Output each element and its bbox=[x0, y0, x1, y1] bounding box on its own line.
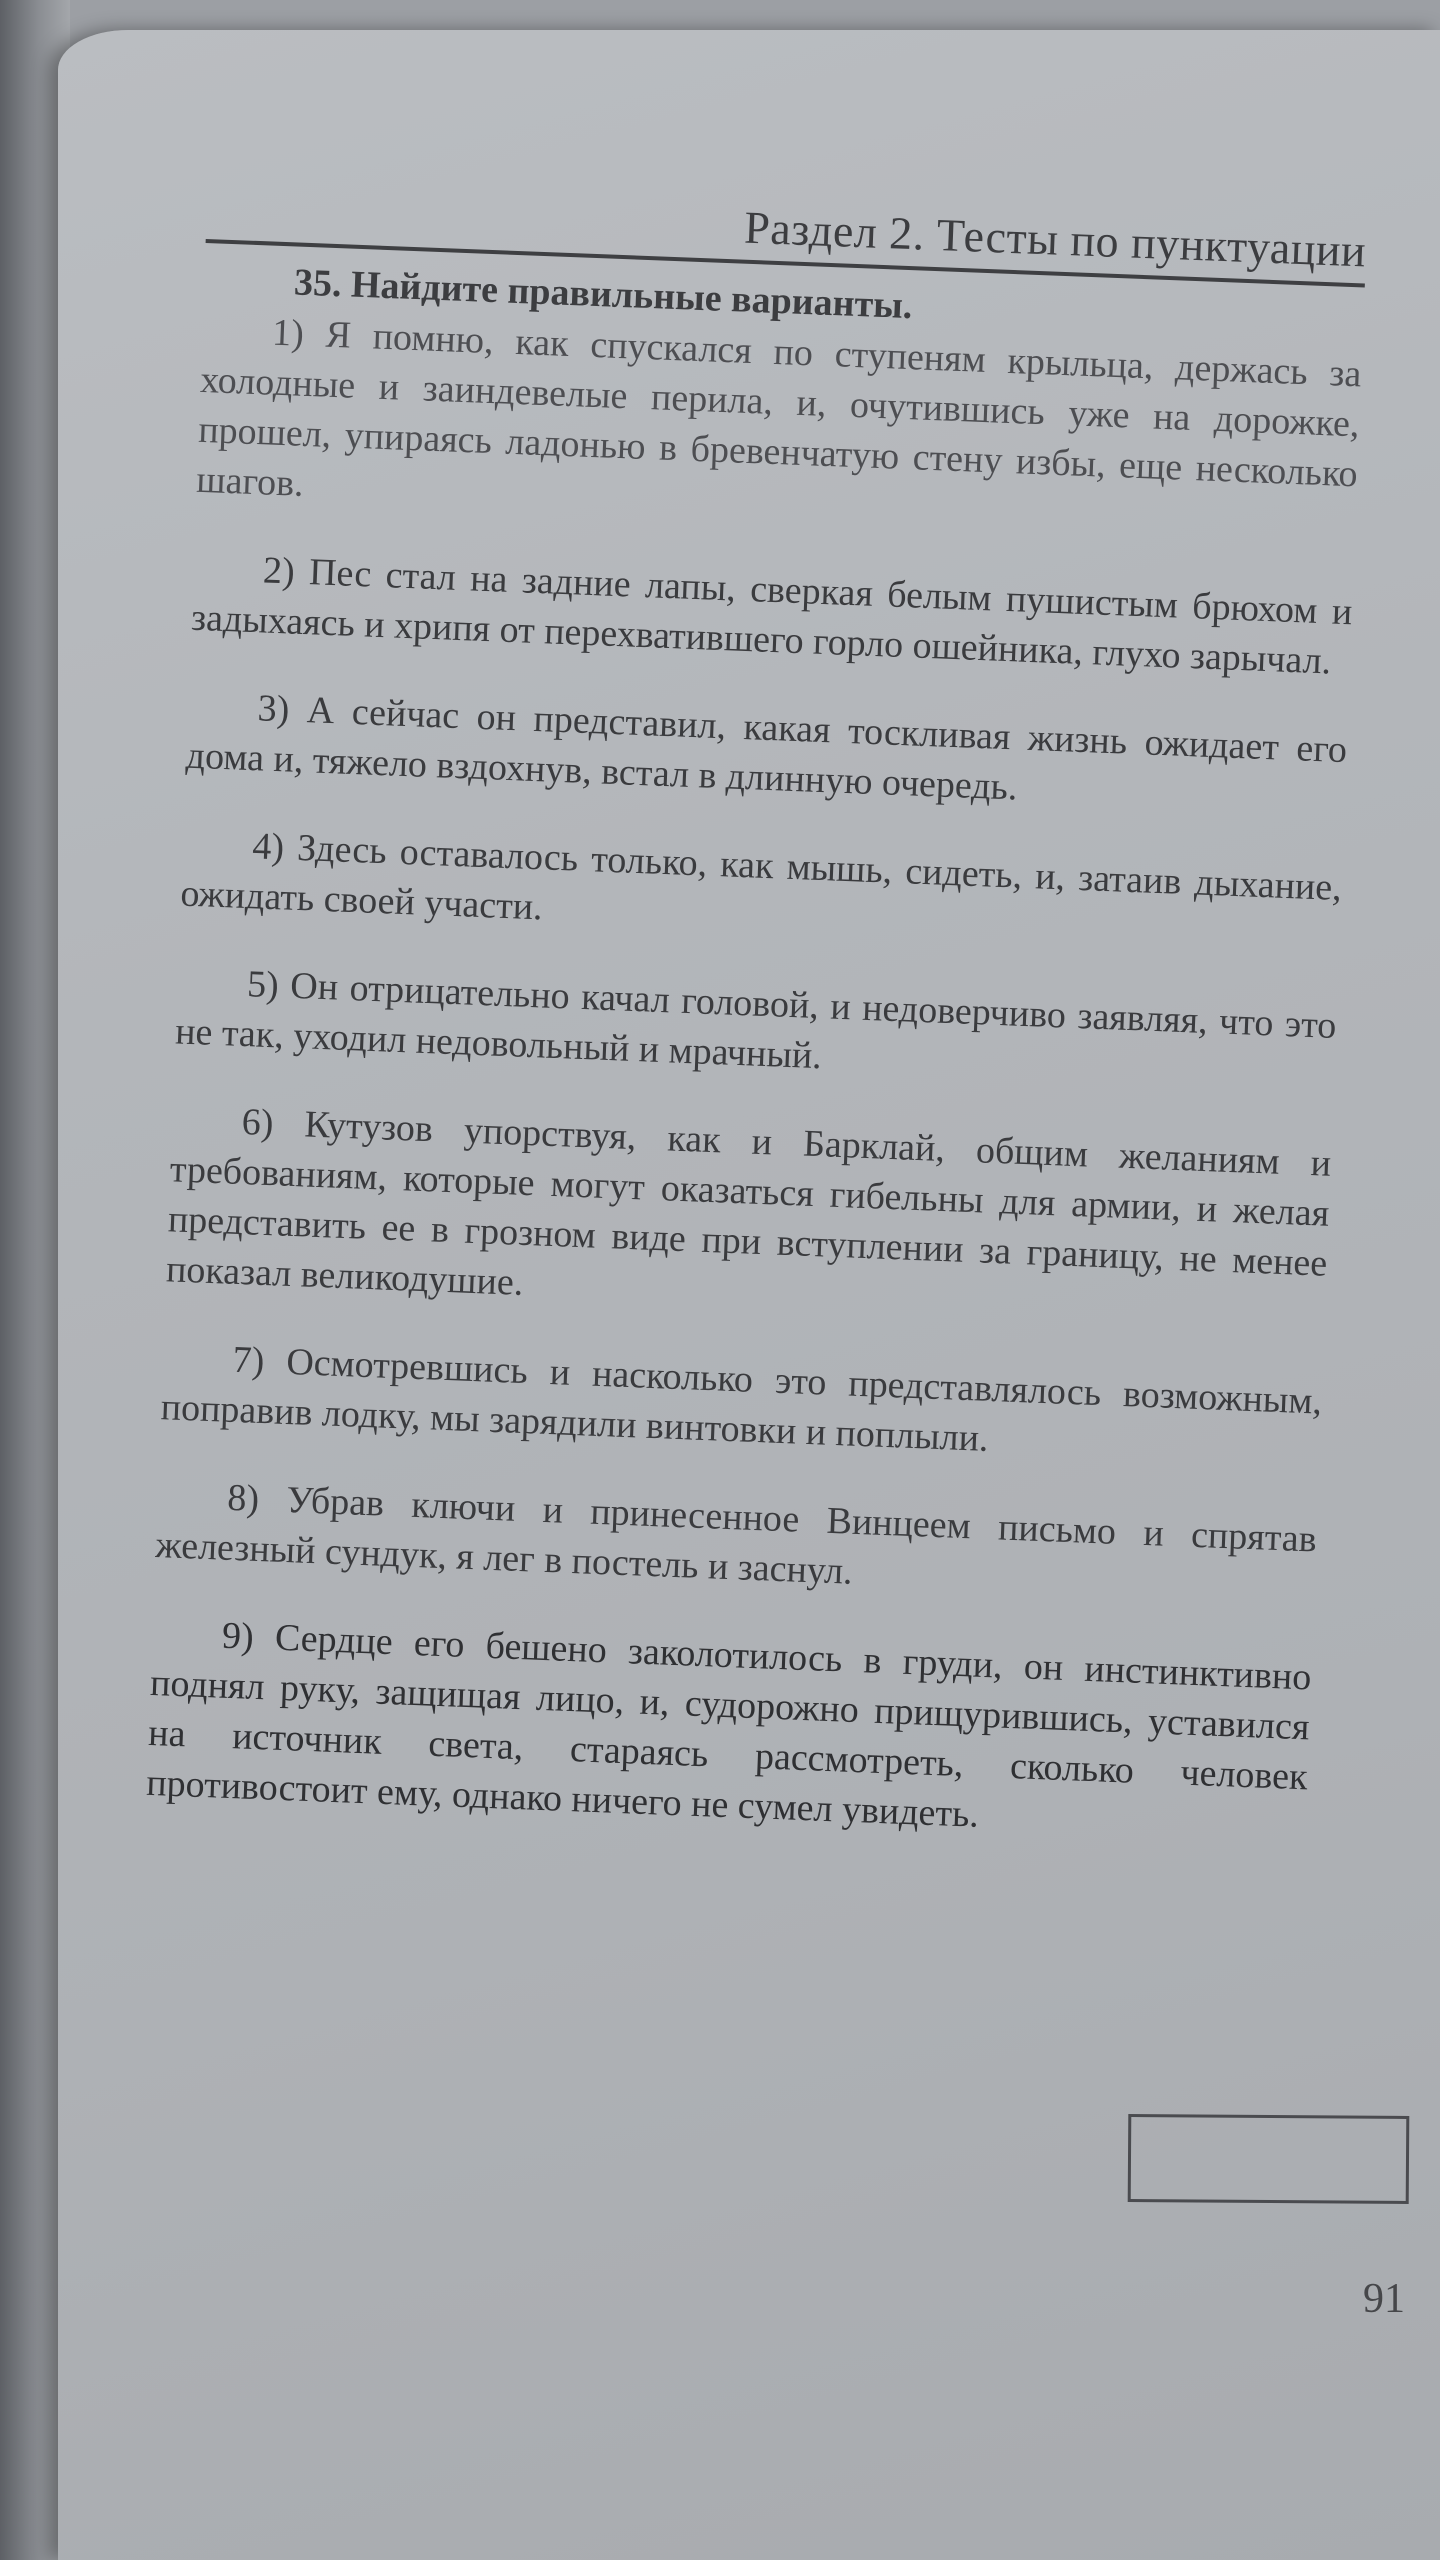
page-content bbox=[144, 180, 1367, 1890]
exercise-item-8: 8) Убрав ключи и принесенное Винцеем письмо и спрятав железный сундук, я лег в постель и заснул. bbox=[154, 1476, 1318, 1593]
exercise-item-4: 4) Здесь оставалось только, как мышь, сидеть, и, затаив дыхание, ожидать своей участи. bbox=[179, 825, 1343, 929]
exercise-title: 35. Найдите правильные варианты. bbox=[293, 261, 914, 328]
exercise-item-3: 3) А сейчас он представил, какая тоскливая жизнь ожидает его дома и, тяжело вздохнув, встал в длинную очередь. bbox=[185, 687, 1348, 809]
page-number: 91 bbox=[1363, 2276, 1405, 2322]
section-header: Раздел 2. Тесты по пунктуации bbox=[206, 180, 1368, 287]
book-page bbox=[58, 30, 1440, 2560]
exercise-item-9: 9) Сердце его бешено заколотилось в груди, он инстинктивно поднял руку, защищая лицо, и, судорожно прищурившись, уставился на источник света, стараясь рассмотреть, сколько человек противостоит ему, однако ничего не сумел увидеть. bbox=[145, 1614, 1313, 1836]
exercise-item-5: 5) Он отрицательно качал головой, и недоверчиво заявляя, что это не так, уходил недовольный и мрачный. bbox=[174, 963, 1338, 1078]
exercise-item-2: 2) Пес стал на задние лапы, сверкая белым пушистым брюхом и задыхаясь и хрипя от перехватившего горло ошейника, глухо зарычал. bbox=[190, 549, 1354, 683]
exercise-item-6: 6) Кутузов упорствуя, как и Барклай, общим желаниям и требованиям, которые могут оказаться гибельны для армии, и желая представить ее в грозном виде при вступлении за границу, не менее показал великодушие. bbox=[165, 1101, 1332, 1304]
exercise-item-1: 1) Я помню, как спускался по ступеням крыльца, держась за холодные и заиндевелые перила, и, очутившись уже на дорожке, прошел, упираясь ладонью в бревенчатую стену избы, еще несколько шагов. bbox=[195, 311, 1363, 505]
answer-box bbox=[1128, 2114, 1410, 2204]
exercise-item-7: 7) Осмотревшись и насколько это представлялось возможным, поправив лодку, мы зарядили винтовки и поплыли. bbox=[160, 1338, 1323, 1460]
